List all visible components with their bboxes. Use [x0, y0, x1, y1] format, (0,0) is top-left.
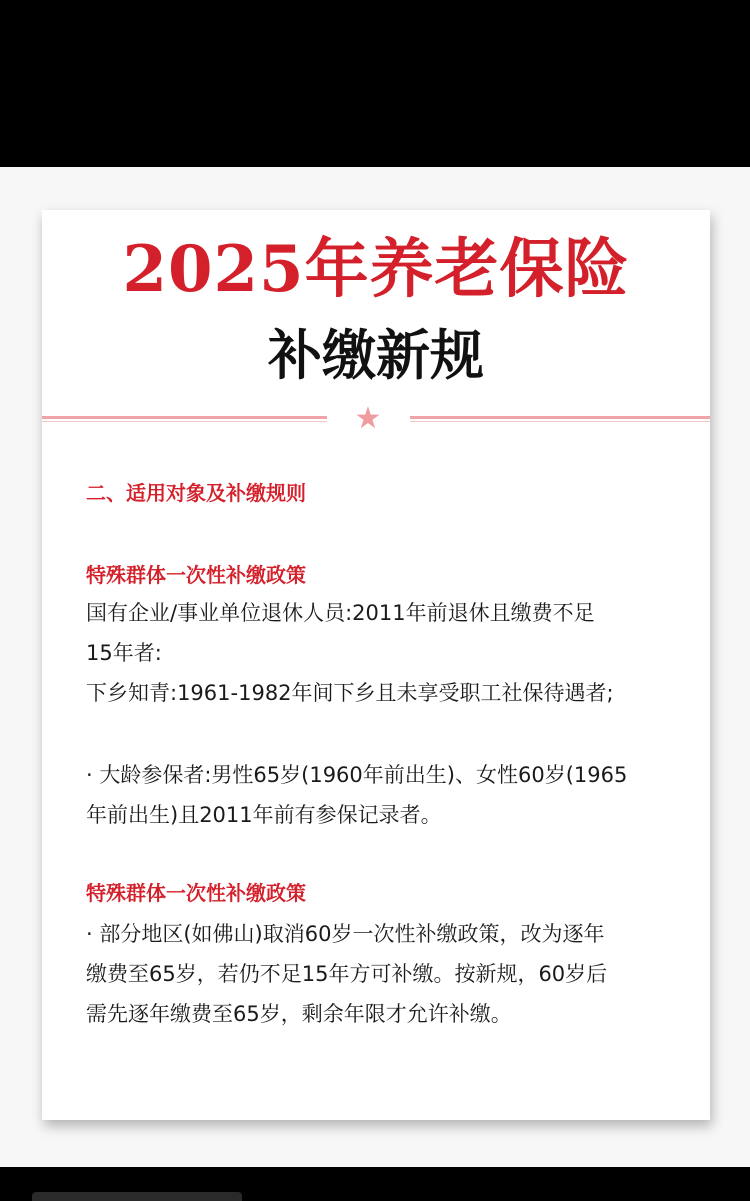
divider-line-right: [410, 416, 710, 419]
sub-title: 补缴新规: [268, 323, 484, 387]
star-icon: ★: [354, 401, 382, 436]
group1-line3: 下乡知青:1961-1982年间下乡且未享受职工社保待遇者;: [86, 681, 614, 705]
group1-line5: 年前出生)且2011年前有参保记录者。: [86, 803, 442, 827]
divider-line-left: [42, 416, 327, 419]
image-content-area: [0, 167, 750, 1167]
title-divider: [42, 401, 710, 436]
section-heading: 二、适用对象及补缴规则: [86, 481, 306, 505]
group2-heading: 特殊群体一次性补缴政策: [86, 881, 306, 905]
divider-line-left-thin: [42, 421, 327, 422]
policy-card: [42, 210, 710, 1120]
group1-line2: 15年者:: [86, 641, 162, 665]
group2-line1: · 部分地区(如佛山)取消60岁一次性补缴政策，改为逐年: [86, 922, 605, 946]
divider-line-right-thin: [410, 421, 710, 422]
group1-heading: 特殊群体一次性补缴政策: [86, 563, 306, 587]
group1-line4: · 大龄参保者:男性65岁(1960年前出生)、女性60岁(1965: [86, 763, 628, 787]
group2-line2: 缴费至65岁，若仍不足15年方可补缴。按新规，60岁后: [86, 962, 608, 986]
main-title: 2025年养老保险: [122, 232, 630, 307]
group2-line3: 需先逐年缴费至65岁，剩余年限才允许补缴。: [86, 1002, 512, 1026]
bottom-progress-bar: [32, 1192, 242, 1201]
group1-line1: 国有企业/事业单位退休人员:2011年前退休且缴费不足: [86, 601, 595, 625]
